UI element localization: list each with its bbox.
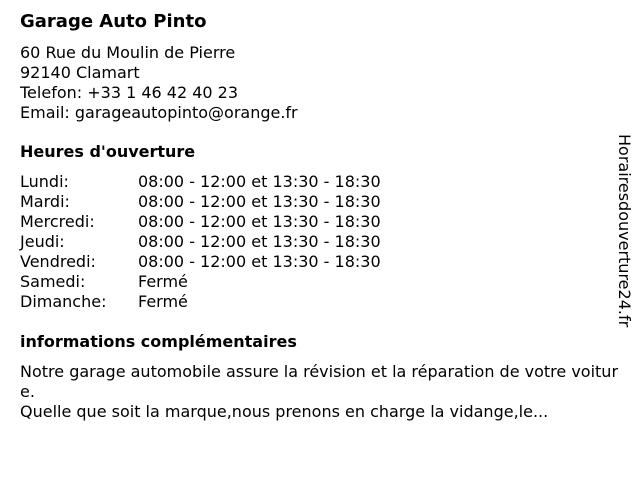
hours-row-sunday (20, 292, 632, 312)
day-label: Mardi: (20, 192, 70, 211)
day-hours: 08:00 - 12:00 et 13:30 - 18:30 (138, 232, 381, 251)
opening-hours-table (20, 172, 632, 312)
additional-info-title: informations complémentaires (20, 332, 297, 351)
business-card (20, 11, 632, 422)
phone-number: Telefon: +33 1 46 42 40 23 (20, 83, 239, 102)
contact-block (20, 43, 632, 123)
day-label: Mercredi: (20, 212, 95, 231)
day-label: Vendredi: (20, 252, 96, 271)
hours-row-saturday (20, 272, 632, 292)
day-hours: 08:00 - 12:00 et 13:30 - 18:30 (138, 172, 381, 191)
email-address: Email: garageautopinto@orange.fr (20, 103, 298, 122)
hours-row-tuesday (20, 192, 632, 212)
hours-row-monday (20, 172, 632, 192)
day-hours: Fermé (138, 292, 188, 311)
address-street: 60 Rue du Moulin de Pierre (20, 43, 236, 62)
hours-row-wednesday (20, 212, 632, 232)
address-city: 92140 Clamart (20, 63, 140, 82)
day-label: Lundi: (20, 172, 69, 191)
day-label: Dimanche: (20, 292, 107, 311)
additional-info-text (20, 362, 632, 422)
opening-hours-title: Heures d'ouverture (20, 142, 196, 161)
info-paragraph: Notre garage automobile assure la révision et la réparation de votre voiture. (20, 362, 619, 401)
hours-row-thursday (20, 232, 632, 252)
day-hours: 08:00 - 12:00 et 13:30 - 18:30 (138, 192, 381, 211)
day-hours: Fermé (138, 272, 188, 291)
info-paragraph: Quelle que soit la marque,nous prenons en charge la vidange,le... (20, 402, 549, 421)
day-label: Samedi: (20, 272, 86, 291)
day-label: Jeudi: (20, 232, 65, 251)
business-name: Garage Auto Pinto (20, 11, 207, 32)
site-watermark: Horairesdouverture24.fr (615, 134, 634, 328)
day-hours: 08:00 - 12:00 et 13:30 - 18:30 (138, 212, 381, 231)
day-hours: 08:00 - 12:00 et 13:30 - 18:30 (138, 252, 381, 271)
hours-row-friday (20, 252, 632, 272)
